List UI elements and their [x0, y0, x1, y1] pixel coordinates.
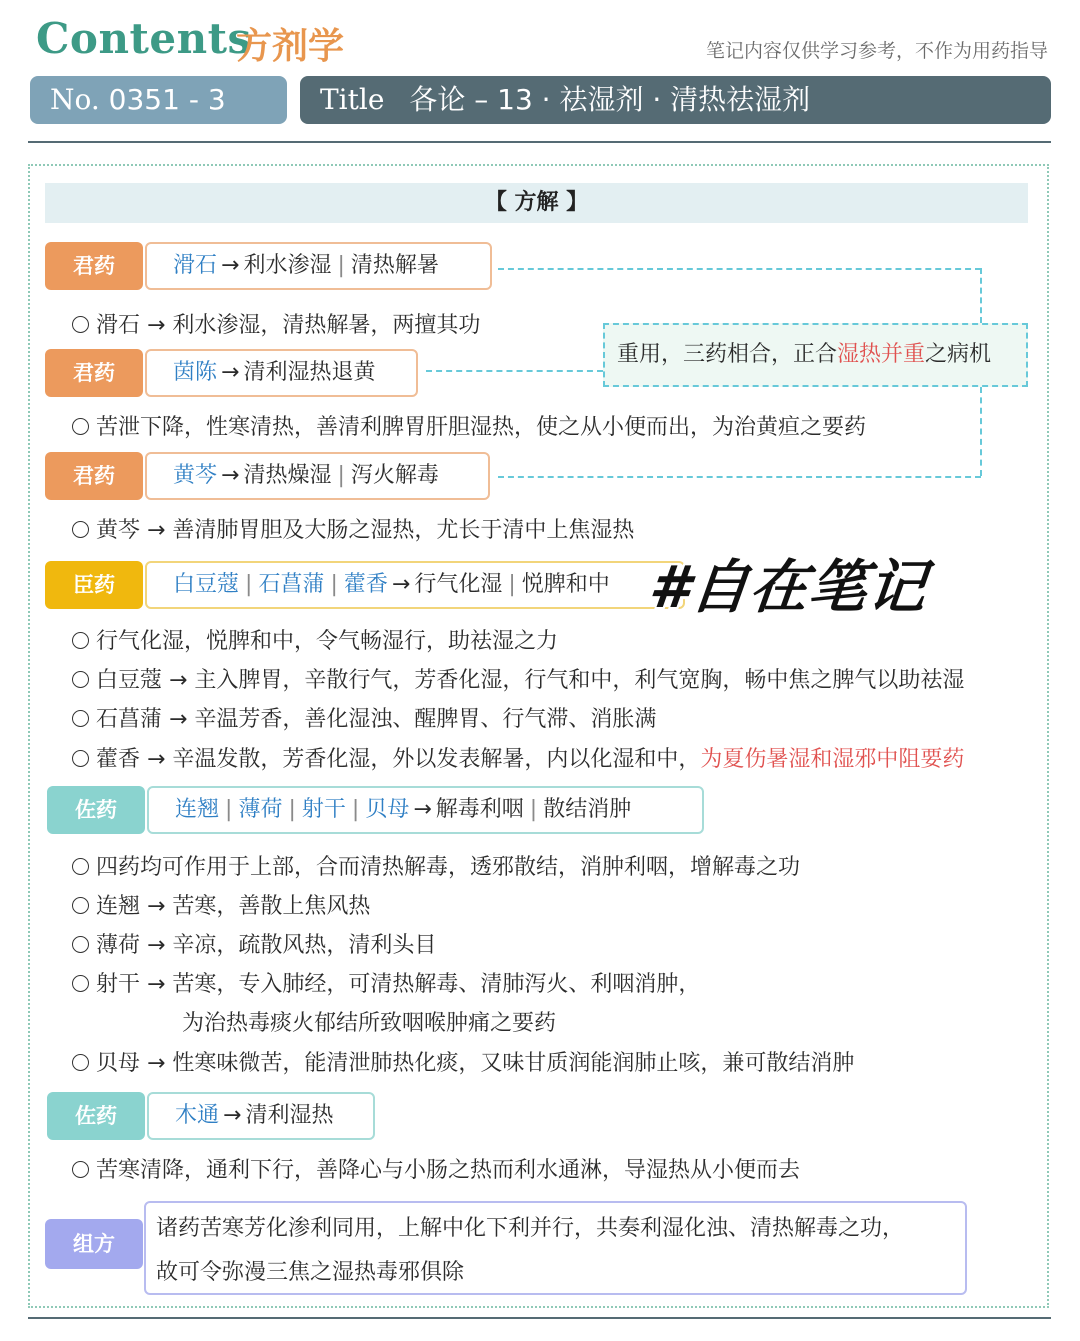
note-number-pill: [30, 76, 287, 124]
note-line: 藿香 → 辛温发散，芳香化湿，外以发表解暑，内以化湿和中，为夏伤暑湿和湿邪中阻要药: [72, 742, 964, 773]
summary-line-2: 故可令弥漫三焦之湿热毒邪俱除: [156, 1260, 465, 1285]
role-tag-zuoyao: 佐药: [47, 786, 145, 834]
herb-effect: 悦脾和中: [521, 572, 610, 597]
arrow-icon: →: [391, 572, 411, 597]
herb-effect: 清利湿热退黄: [243, 360, 376, 385]
arrow-icon: →: [413, 797, 432, 822]
herb-name: 藿香: [343, 572, 388, 597]
herb-name: 白豆蔻: [173, 572, 240, 597]
circle-bullet-icon: [72, 1054, 89, 1071]
separator: |: [529, 797, 538, 822]
note-line: 连翘 → 苦寒，善散上焦风热: [72, 889, 370, 920]
herb-name: 木通: [175, 1103, 220, 1128]
top-divider: [28, 141, 1051, 143]
herb-effect: 泻火解毒: [350, 463, 439, 488]
title-label: Title: [320, 83, 385, 116]
herb-name: 贝母: [365, 797, 410, 822]
herb-name: 滑石: [173, 253, 218, 278]
herb-box-yinchen: [145, 349, 418, 397]
note-line: 黄芩 → 善清肺胃胆及大肠之湿热，尤长于清中上焦湿热: [72, 513, 634, 544]
highlight-text: 为夏伤暑湿和湿邪中阻要药: [700, 747, 965, 772]
circle-bullet-icon: [72, 1161, 89, 1178]
arrow-icon: →: [221, 253, 240, 278]
herb-name: 石菖蒲: [258, 572, 325, 597]
circle-bullet-icon: [72, 710, 89, 727]
role-tag-junyao: 君药: [45, 349, 143, 397]
circle-bullet-icon: [72, 975, 89, 992]
herb-name: 黄芩: [173, 463, 218, 488]
herb-effect: 清利湿热: [245, 1103, 334, 1128]
separator: |: [330, 572, 338, 597]
herb-box-mutong: [147, 1092, 375, 1140]
herb-box-chenyao: [145, 561, 685, 609]
herb-effect: 清热燥湿: [243, 463, 332, 488]
circle-bullet-icon: [72, 316, 89, 333]
connector-line-4: [980, 387, 982, 476]
note-line: 滑石 → 利水渗湿，清热解暑，两擅其功: [72, 308, 480, 339]
watermark-text: #自在笔记: [645, 553, 931, 621]
formula-summary-box: [144, 1201, 967, 1295]
separator: |: [351, 797, 360, 822]
herb-box-huashi: [145, 242, 492, 290]
separator: |: [508, 572, 516, 597]
arrow-icon: →: [221, 463, 240, 488]
separator: |: [337, 253, 345, 278]
herb-effect: 解毒利咽: [435, 797, 524, 822]
separator: |: [337, 463, 345, 488]
arrow-icon: →: [221, 360, 240, 385]
herb-effect: 散结消肿: [543, 797, 632, 822]
circle-bullet-icon: [72, 936, 89, 953]
connector-line-5: [498, 476, 981, 478]
connector-line-2: [980, 268, 982, 323]
herb-box-huangqin: [145, 452, 490, 500]
role-tag-chenyao: 臣药: [45, 561, 143, 609]
herb-effect: 行气化湿: [414, 572, 503, 597]
title-pill: [300, 76, 1051, 124]
note-number-value: 0351 - 3: [108, 83, 226, 116]
separator: |: [245, 572, 253, 597]
circle-bullet-icon: [72, 897, 89, 914]
title-text: 各论 – 13 · 祛湿剂 · 清热祛湿剂: [409, 83, 811, 116]
contents-heading: Contents: [36, 14, 252, 63]
disclaimer-text: 笔记内容仅供学习参考，不作为用药指导: [705, 40, 1048, 62]
herb-name: 连翘: [175, 797, 220, 822]
herb-effect: 利水渗湿: [243, 253, 332, 278]
pathogenesis-note-box: 重用，三药相合，正合湿热并重之病机: [603, 323, 1028, 387]
note-number-label: No.: [50, 83, 100, 116]
role-tag-junyao: 君药: [45, 242, 143, 290]
circle-bullet-icon: [72, 671, 89, 688]
note-line: 苦寒清降，通利下行，善降心与小肠之热而利水通淋，导湿热从小便而去: [72, 1153, 800, 1184]
note-line: 薄荷 → 辛凉，疏散风热，清利头目: [72, 928, 436, 959]
herb-box-zuoyao-1: [147, 786, 704, 834]
note-line: 石菖蒲 → 辛温芳香，善化湿浊、醒脾胃、行气滞、消胀满: [72, 702, 656, 733]
separator: |: [288, 797, 296, 822]
herb-name: 射干: [301, 797, 346, 822]
note-line: 射干 → 苦寒，专入肺经，可清热解毒、清肺泻火、利咽消肿，: [72, 967, 700, 998]
bottom-divider: [28, 1317, 1051, 1319]
highlight-text: 湿热并重: [837, 342, 926, 367]
circle-bullet-icon: [72, 858, 89, 875]
highlight-text: 为治热毒痰火郁结所致咽喉肿痛之要药: [182, 1011, 557, 1036]
note-line: 四药均可作用于上部，合而清热解毒，透邪散结，消肿利咽，增解毒之功: [72, 850, 800, 881]
herb-effect: 清热解暑: [350, 253, 439, 278]
role-tag-zuoyao: 佐药: [47, 1092, 145, 1140]
subject-heading: 方剂学: [236, 26, 345, 67]
connector-line-1: [498, 268, 981, 270]
connector-line-3: [426, 370, 603, 372]
summary-line-1: 诸药苦寒芳化渗利同用，上解中化下利并行，共奏利湿化浊、清热解毒之功，: [156, 1216, 905, 1241]
arrow-icon: →: [223, 1103, 242, 1128]
herb-name: 薄荷: [238, 797, 283, 822]
note-line: 苦泄下降，性寒清热，善清利脾胃肝胆湿热，使之从小便而出，为治黄疸之要药: [72, 410, 866, 441]
section-title-bar: 【 方解 】: [45, 183, 1028, 223]
circle-bullet-icon: [72, 632, 89, 649]
circle-bullet-icon: [72, 750, 89, 767]
note-line: 白豆蔻 → 主入脾胃，辛散行气，芳香化湿，行气和中，利气宽胸，畅中焦之脾气以助祛湿: [72, 663, 964, 694]
role-tag-junyao: 君药: [45, 452, 143, 500]
circle-bullet-icon: [72, 418, 89, 435]
separator: |: [225, 797, 233, 822]
note-line: 行气化湿，悦脾和中，令气畅湿行，助祛湿之力: [72, 624, 558, 655]
role-tag-zufang: 组方: [45, 1219, 143, 1269]
note-line: 贝母 → 性寒味微苦，能清泄肺热化痰，又味甘质润能润肺止咳，兼可散结消肿: [72, 1046, 854, 1077]
herb-name: 茵陈: [173, 360, 218, 385]
circle-bullet-icon: [72, 521, 89, 538]
